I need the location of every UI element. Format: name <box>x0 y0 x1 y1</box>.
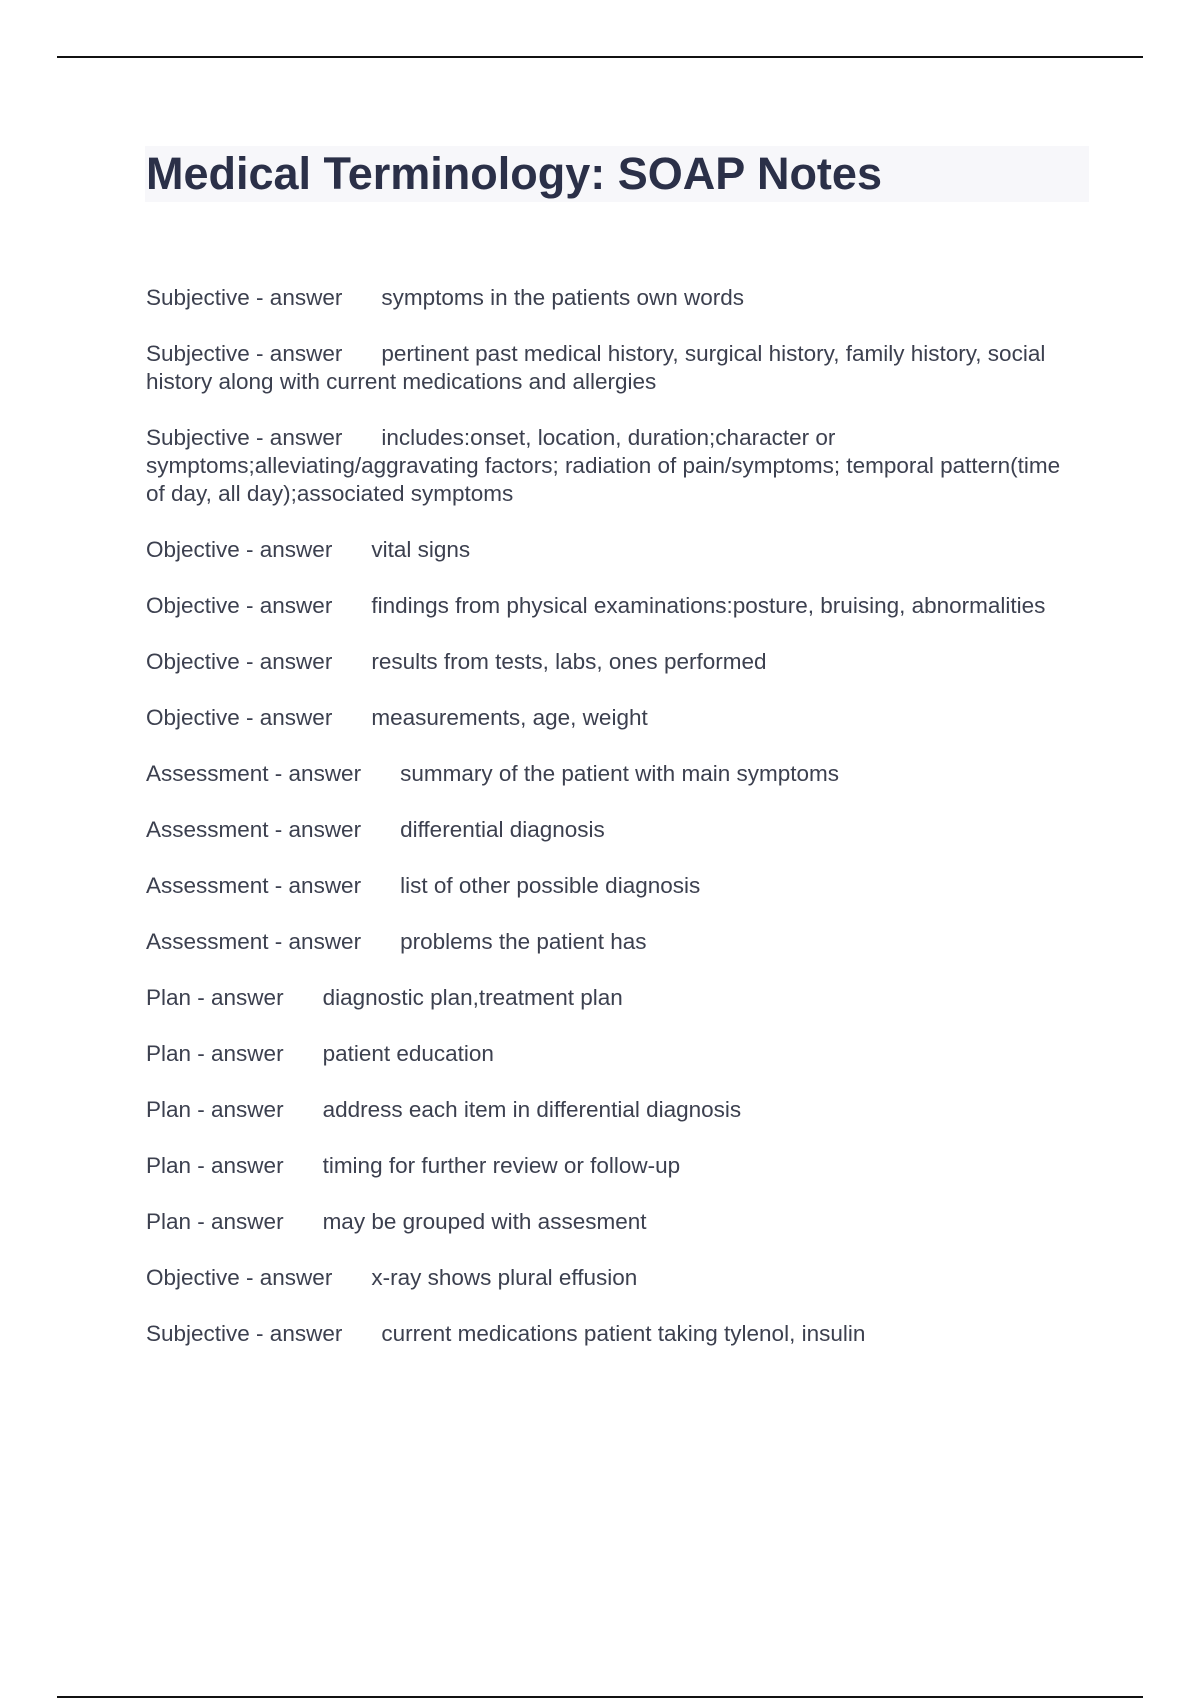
flashcard-entry <box>146 928 1076 956</box>
entry-term: Assessment - answer <box>146 761 362 786</box>
entry-term: Objective - answer <box>146 593 333 618</box>
entry-term: Objective - answer <box>146 1265 333 1290</box>
flashcard-entry <box>146 1152 1076 1180</box>
flashcard-entry <box>146 284 1076 312</box>
entry-answer: list of other possible diagnosis <box>400 873 701 898</box>
entry-term: Objective - answer <box>146 705 333 730</box>
entry-answer: symptoms in the patients own words <box>381 285 745 310</box>
entry-term: Subjective - answer <box>146 341 343 366</box>
entry-answer: includes:onset, location, duration;character or symptoms;alleviating/aggravating factors; radiation of pain/symptoms; temporal pattern(time of day, all day);associated symptoms <box>146 425 1061 506</box>
flashcard-entry <box>146 648 1076 676</box>
flashcard-entry <box>146 536 1076 564</box>
entry-answer: differential diagnosis <box>400 817 605 842</box>
entry-answer: diagnostic plan,treatment plan <box>322 985 623 1010</box>
flashcard-entry <box>146 1040 1076 1068</box>
flashcard-entry <box>146 1264 1076 1292</box>
entry-term: Assessment - answer <box>146 929 362 954</box>
entry-answer: problems the patient has <box>400 929 647 954</box>
flashcard-entry <box>146 1320 1076 1348</box>
entry-term: Assessment - answer <box>146 873 362 898</box>
entry-answer: results from tests, labs, ones performed <box>371 649 767 674</box>
entry-term: Objective - answer <box>146 649 333 674</box>
entry-answer: vital signs <box>371 537 471 562</box>
entry-term: Objective - answer <box>146 537 333 562</box>
entry-answer: findings from physical examinations:posture, bruising, abnormalities <box>371 593 1046 618</box>
flashcard-entry <box>146 760 1076 788</box>
entry-term: Plan - answer <box>146 1041 284 1066</box>
flashcard-entry <box>146 984 1076 1012</box>
top-divider <box>57 56 1143 58</box>
entry-answer: measurements, age, weight <box>371 705 648 730</box>
entry-answer: pertinent past medical history, surgical history, family history, social history along with current medications and allergies <box>146 341 1046 394</box>
entry-answer: x-ray shows plural effusion <box>371 1265 638 1290</box>
entry-answer: may be grouped with assesment <box>322 1209 647 1234</box>
flashcard-list <box>146 284 1076 1376</box>
entry-answer: address each item in differential diagnosis <box>322 1097 742 1122</box>
entry-term: Plan - answer <box>146 1209 284 1234</box>
flashcard-entry <box>146 1096 1076 1124</box>
entry-answer: summary of the patient with main symptoms <box>400 761 839 786</box>
entry-term: Assessment - answer <box>146 817 362 842</box>
entry-answer: patient education <box>322 1041 494 1066</box>
entry-term: Plan - answer <box>146 1153 284 1178</box>
flashcard-entry <box>146 1208 1076 1236</box>
flashcard-entry <box>146 704 1076 732</box>
page-title: Medical Terminology: SOAP Notes <box>146 148 882 199</box>
flashcard-entry <box>146 816 1076 844</box>
entry-term: Subjective - answer <box>146 1321 343 1346</box>
entry-term: Plan - answer <box>146 1097 284 1122</box>
entry-term: Subjective - answer <box>146 425 343 450</box>
entry-term: Plan - answer <box>146 985 284 1010</box>
flashcard-entry <box>146 424 1076 508</box>
bottom-divider <box>57 1696 1143 1698</box>
flashcard-entry <box>146 872 1076 900</box>
flashcard-entry <box>146 340 1076 396</box>
entry-answer: current medications patient taking tylenol, insulin <box>381 1321 866 1346</box>
entry-term: Subjective - answer <box>146 285 343 310</box>
flashcard-entry <box>146 592 1076 620</box>
entry-answer: timing for further review or follow-up <box>322 1153 681 1178</box>
